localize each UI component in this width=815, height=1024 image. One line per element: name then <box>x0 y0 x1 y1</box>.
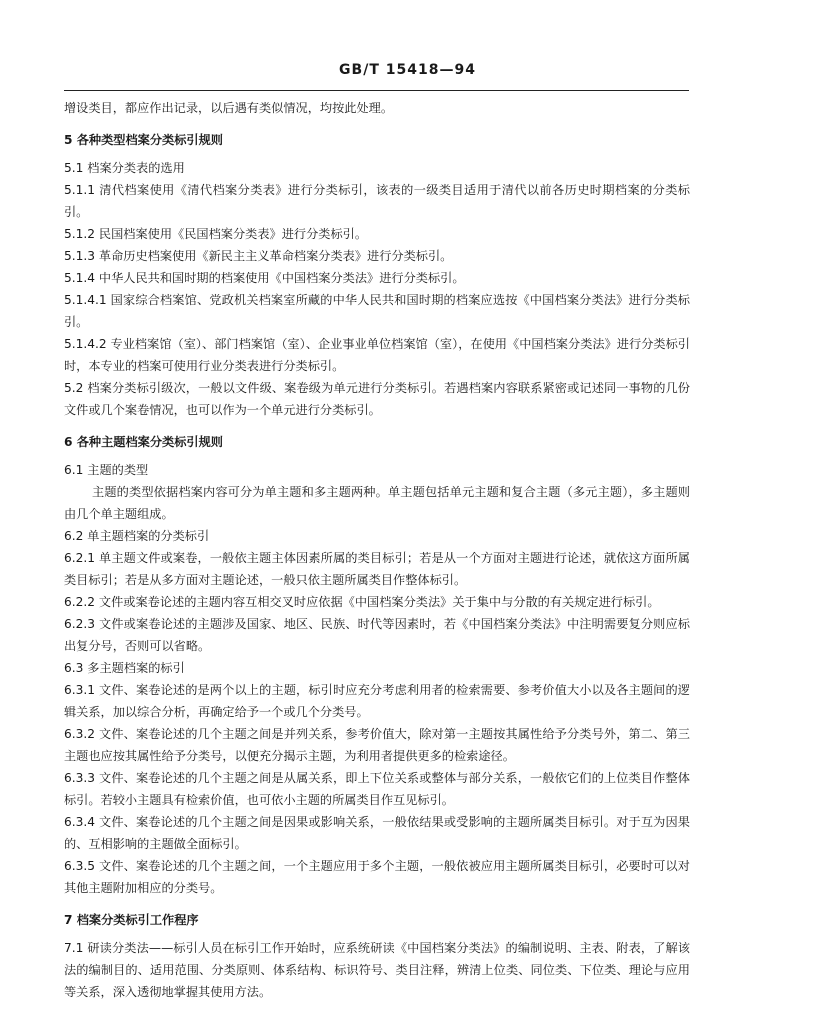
header-rule <box>64 90 689 91</box>
clause-6-1-body: 主题的类型依据档案内容可分为单主题和多主题两种。单主题包括单元主题和复合主题（多元主题），多主题则由几个单主题组成。 <box>64 485 690 521</box>
clause-5-1: 5.1 档案分类表的选用 <box>64 161 185 175</box>
clause-5-1-3: 5.1.3 革命历史档案使用《新民主主义革命档案分类表》进行分类标引。 <box>64 249 453 263</box>
clause-6-1: 6.1 主题的类型 <box>64 463 149 477</box>
standard-code-header: GB/T 15418—94 <box>339 62 476 78</box>
clause-5-1-4-2: 5.1.4.2 专业档案馆（室）、部门档案馆（室）、企业事业单位档案馆（室），在使用《中国档案分类法》进行分类标引时，本专业的档案可使用行业分类表进行分类标引。 <box>64 337 690 373</box>
clause-6-2-1: 6.2.1 单主题文件或案卷，一般依主题主体因素所属的类目标引；若是从一个方面对主题进行论述，就依这方面所属类目标引；若是从多方面对主题论述，一般只依主题所属类目作整体标引。 <box>64 551 690 587</box>
clause-6-3: 6.3 多主题档案的标引 <box>64 661 185 675</box>
document-body <box>64 97 690 1003</box>
clause-6-3-4: 6.3.4 文件、案卷论述的几个主题之间是因果或影响关系，一般依结果或受影响的主题所属类目标引。对于互为因果的、互相影响的主题做全面标引。 <box>64 815 690 851</box>
clause-6-3-3: 6.3.3 文件、案卷论述的几个主题之间是从属关系，即上下位关系或整体与部分关系，一般依它们的上位类目作整体标引。若较小主题具有检索价值，也可依小主题的所属类目作互见标引。 <box>64 771 690 807</box>
clause-5-1-4: 5.1.4 中华人民共和国时期的档案使用《中国档案分类法》进行分类标引。 <box>64 271 465 285</box>
clause-5-1-1: 5.1.1 清代档案使用《清代档案分类表》进行分类标引，该表的一级类目适用于清代以前各历史时期档案的分类标引。 <box>64 183 690 219</box>
clause-7-1: 7.1 研读分类法——标引人员在标引工作开始时，应系统研读《中国档案分类法》的编制说明、主表、附表，了解该法的编制目的、适用范围、分类原则、体系结构、标识符号、类目注释，辨清上位类、同位类、下位类、理论与应用等关系，深入透彻地掌握其使用方法。 <box>64 941 690 999</box>
clause-6-3-1: 6.3.1 文件、案卷论述的是两个以上的主题，标引时应充分考虑利用者的检索需要、参考价值大小以及各主题间的逻辑关系，加以综合分析，再确定给予一个或几个分类号。 <box>64 683 690 719</box>
paragraph-continuation: 增设类目，都应作出记录，以后遇有类似情况，均按此处理。 <box>64 101 394 115</box>
clause-6-2-2: 6.2.2 文件或案卷论述的主题内容互相交叉时应依据《中国档案分类法》关于集中与分散的有关规定进行标引。 <box>64 595 660 609</box>
clause-6-2-3: 6.2.3 文件或案卷论述的主题涉及国家、地区、民族、时代等因素时，若《中国档案分类法》中注明需要复分则应标出复分号，否则可以省略。 <box>64 617 690 653</box>
section-heading-6: 6 各种主题档案分类标引规则 <box>64 435 223 449</box>
section-heading-7: 7 档案分类标引工作程序 <box>64 913 199 927</box>
clause-6-3-2: 6.3.2 文件、案卷论述的几个主题之间是并列关系，参考价值大，除对第一主题按其属性给予分类号外，第二、第三主题也应按其属性给予分类号，以便充分揭示主题，为利用者提供更多的检索途径。 <box>64 727 690 763</box>
clause-5-1-2: 5.1.2 民国档案使用《民国档案分类表》进行分类标引。 <box>64 227 368 241</box>
clause-6-3-5: 6.3.5 文件、案卷论述的几个主题之间，一个主题应用于多个主题，一般依被应用主题所属类目标引，必要时可以对其他主题附加相应的分类号。 <box>64 859 690 895</box>
clause-6-2: 6.2 单主题档案的分类标引 <box>64 529 210 543</box>
clause-5-1-4-1: 5.1.4.1 国家综合档案馆、党政机关档案室所藏的中华人民共和国时期的档案应选按《中国档案分类法》进行分类标引。 <box>64 293 690 329</box>
clause-5-2: 5.2 档案分类标引级次，一般以文件级、案卷级为单元进行分类标引。若遇档案内容联系紧密或记述同一事物的几份文件或几个案卷情况，也可以作为一个单元进行分类标引。 <box>64 381 690 417</box>
section-heading-5: 5 各种类型档案分类标引规则 <box>64 133 223 147</box>
